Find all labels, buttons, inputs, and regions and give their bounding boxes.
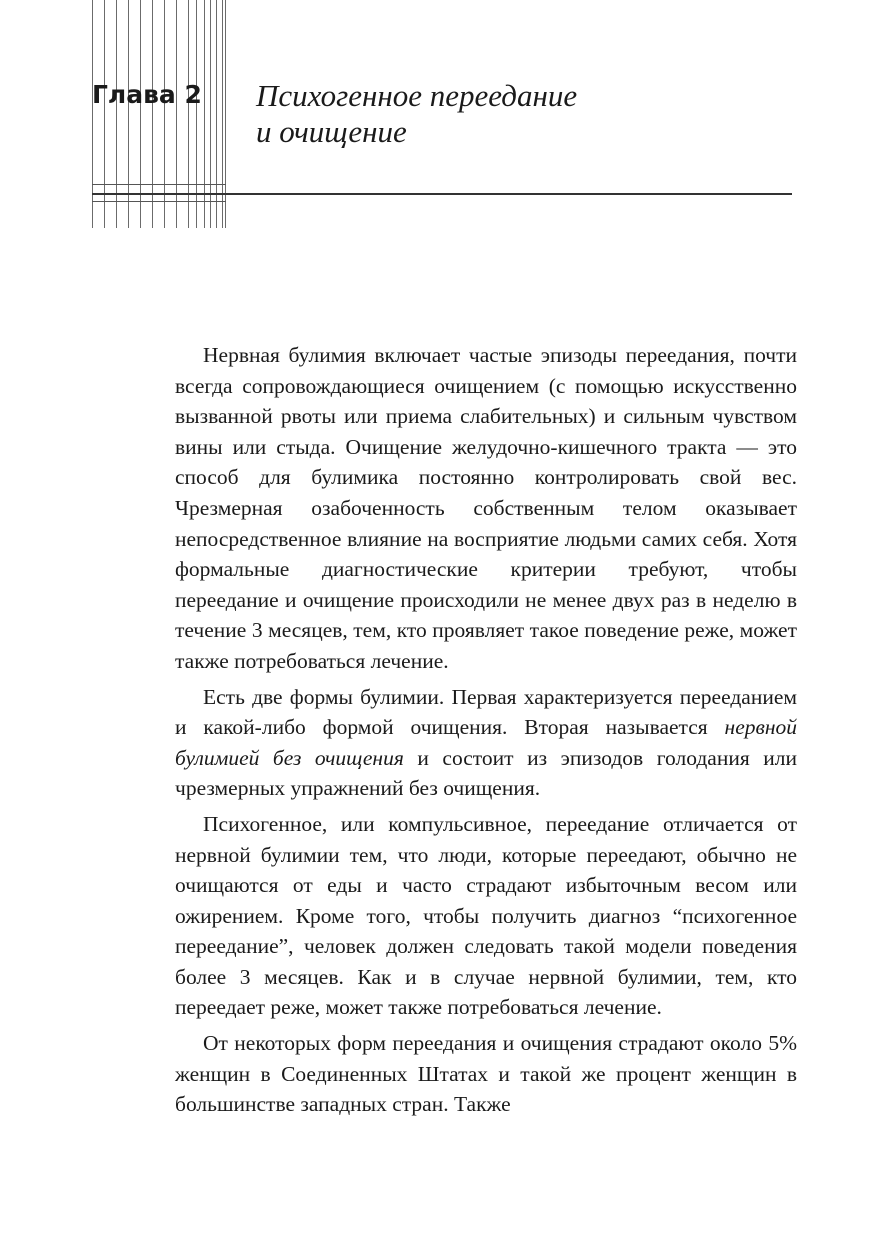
chapter-title-line-2: и очищение — [256, 114, 407, 149]
paragraph-2-emphasis: нервной булимией без очищения — [175, 715, 797, 770]
body-text — [175, 340, 797, 1125]
chapter-title-line-1: Психогенное переедание — [256, 78, 578, 113]
paragraph-4: От некоторых форм переедания и очищения страдают около 5% женщин в Соединенных Штатах и такой же процент женщин в большинстве западных стран. Также — [175, 1031, 797, 1117]
paragraph-2 — [175, 682, 797, 804]
chapter-title — [256, 78, 776, 150]
paragraph-2-before: Есть две формы булимии. Первая характеризуется перееданием и какой-либо формой очищения. Вторая называется — [175, 684, 797, 740]
paragraph-2-after: и состоит из эпизодов голодания или чрезмерных упражнений без очищения. — [175, 745, 798, 801]
paragraph-3: Психогенное, или компульсивное, переедание отличается от нервной булимии тем, что люди, которые переедают, обычно не очищаются от еды и часто страдают избыточным весом или ожирением. Кроме того, чтобы получить диагноз “психогенное переедание”, человек должен следовать такой модели поведения более 3 месяцев. Как и в случае нервной булимии, тем, кто переедает реже, может также потребоваться лечение. — [175, 811, 797, 1020]
chapter-label: Глава 2 — [92, 80, 202, 109]
chapter-divider — [92, 193, 792, 195]
paragraph-1: Нервная булимия включает частые эпизоды переедания, почти всегда сопровождающиеся очищением (с помощью искусственно вызванной рвоты или приема слабительных) и сильным чувством вины или стыда. Очищение желудочно-кишечного тракта — это способ для булимика постоянно контролировать свой вес. Чрезмерная озабоченность собственным телом оказывает непосредственное влияние на восприятие людьми самих себя. Хотя формальные диагностические критерии требуют, чтобы переедание и очищение происходили не менее двух раз в неделю в течение 3 месяцев, тем, кто проявляет такое поведение реже, может также потребоваться лечение. — [175, 343, 797, 673]
